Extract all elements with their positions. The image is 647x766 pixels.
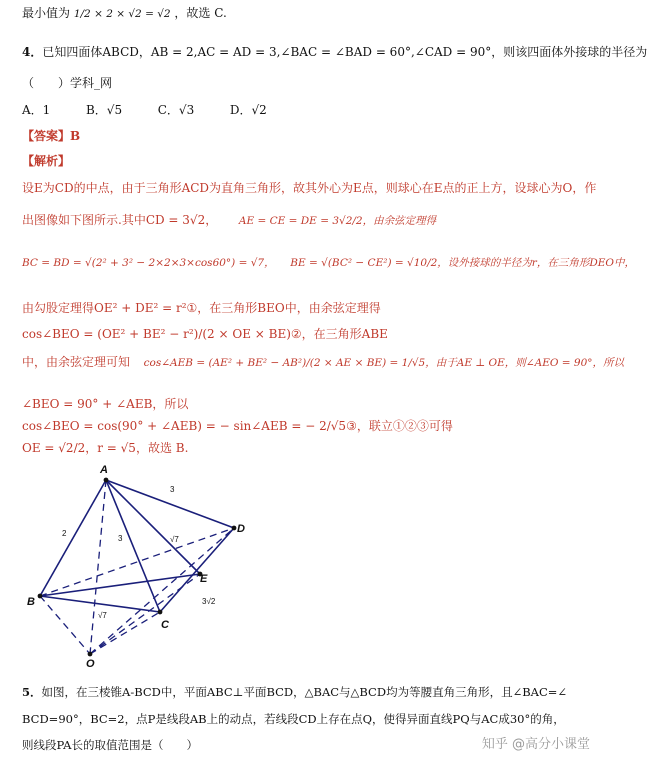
label-b: B [27,596,35,608]
analysis-line-7: ∠BEO = 90° + ∠AEB，所以 [22,397,189,411]
vertex-c [158,610,163,615]
edge-do [90,528,234,654]
q5-number: 5． [22,685,42,699]
edge-label-ac: 3 [118,534,123,543]
watermark: 知乎 @高分小课堂 [481,737,590,752]
edge-label-ab: 2 [62,529,67,538]
vertex-b [38,594,43,599]
analysis-line-6: 中，由余弦定理可知 cos∠AEB = (AE² + BE² − AB²)/(2 × AE × BE) = 1/√5，由于AE ⊥ OE，则∠AEO = 90°，所以 [22,355,625,369]
analysis-be: BE = √(BC² − CE²) = √10/2，设外接球的半径为r，在三角形DEO中， [290,257,636,269]
label-d: D [237,523,245,535]
vertex-a [104,478,109,483]
vertex-d [232,526,237,531]
analysis-cos-aeb: cos∠AEB = (AE² + BE² − AB²)/(2 × AE × BE) = 1/√5，由于AE ⊥ OE，则∠AEO = 90°，所以 [143,357,625,369]
option-b: B．√5 [85,103,123,117]
analysis-line-4: 由勾股定理得OE² + DE² = r²①，在三角形BEO中，由余弦定理得 [22,301,381,315]
edge-ab [40,480,106,596]
answer-label: 【答案】 [22,129,71,143]
edge-bo [40,596,90,654]
edge-bc [40,596,160,612]
option-a: A．1 [22,103,51,117]
previous-answer-line [22,5,227,22]
analysis-line-3: BC = BD = √(2² + 3² − 2×2×3×cos60°) = √7， BE = √(BC² − CE²) = √10/2，设外接球的半径为r，在三角形DEO中， [22,257,636,269]
tetrahedron-figure [20,462,300,672]
analysis-line-2: 出图像如下图所示.其中CD = 3√2， AE = CE = DE = 3√2/2，由余弦定理得 [22,213,437,227]
option-c: C．√3 [157,103,195,117]
analysis-ae: AE = CE = DE = 3√2/2，由余弦定理得 [238,215,437,227]
edge-ao [90,480,106,654]
edge-ac [106,480,160,612]
label-c: C [161,619,169,631]
edge-label-bo: √7 [98,611,107,620]
label-e: E [200,573,208,585]
answer-line [22,128,80,144]
q4-stem [22,44,647,60]
analysis-label: 【解析】 [22,154,71,168]
q4-stem-text: 已知四面体ABCD，AB = 2,AC = AD = 3,∠BAC = ∠BAD = 60°,∠CAD = 90°，则该四面体外接球的半径为 [42,45,647,59]
prev-tail: ，故选 C. [174,6,227,20]
answer-value: B [70,129,81,143]
analysis-line-5: cos∠BEO = (OE² + BE² − r²)/(2 × OE × BE)②，在三角形ABE [22,327,388,341]
analysis-line-8: cos∠BEO = cos(90° + ∠AEB) = − sin∠AEB = − 2/√5③，联立①②③可得 [22,419,453,433]
edge-ae [106,480,200,574]
analysis-line-1: 设E为CD的中点，由于三角形ACD为直角三角形，故其外心为E点，则球心在E点的正上方，设球心为O，作 [22,181,597,195]
q4-number: 4． [22,45,43,59]
q5-line-1: 5．如图，在三棱锥A-BCD中，平面ABC⊥平面BCD，△BAC与△BCD均为等腰直角三角形，且∠BAC=∠ [22,685,568,699]
option-d: D．√2 [229,103,267,117]
edge-label-bd: √7 [170,535,179,544]
prev-text: 最小值为 [22,6,71,20]
analysis-line-9: OE = √2/2，r = √5，故选 B. [22,441,189,455]
q5-line-3: 则线段PA长的取值范围是（ ） [22,738,198,752]
vertex-o [88,652,93,657]
q5-line-2: BCD=90°，BC=2，点P是线段AB上的动点，若线段CD上存在点Q，使得异面直线PQ与AC成30°的角， [22,712,565,726]
label-o: O [86,658,95,670]
edge-label-ad: 3 [170,485,175,494]
q4-paren: （ ）学科_网 [22,76,113,90]
q4-options [22,102,267,118]
prev-math: 1/2 × 2 × √2 = √2 [73,8,171,20]
label-a: A [100,464,108,476]
edge-label-cd: 3√2 [202,597,216,606]
